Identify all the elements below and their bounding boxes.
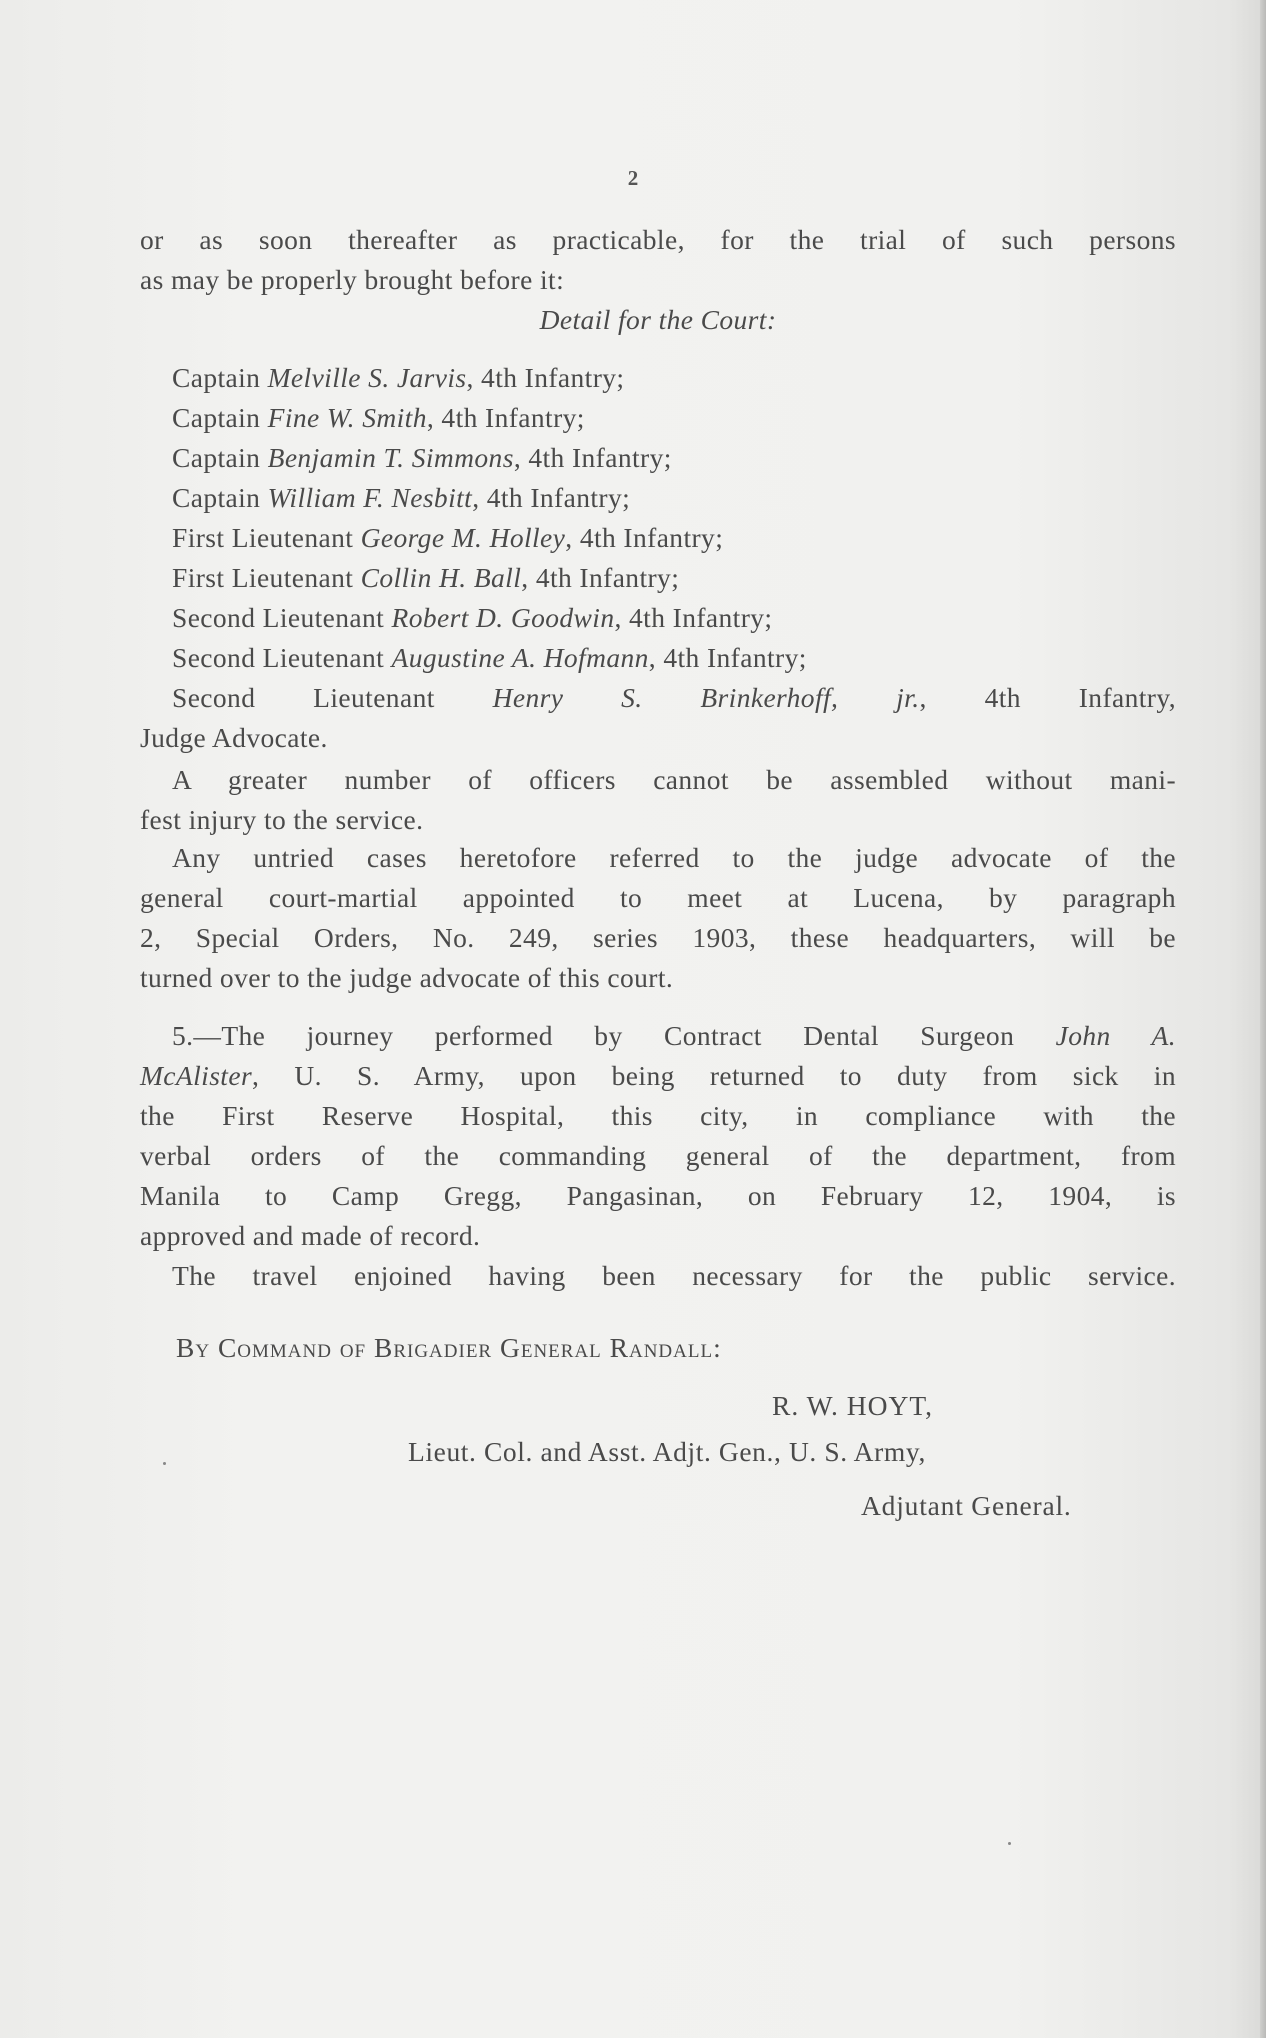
paragraph-line: Manila to Camp Gregg, Pangasinan, on February 12, 1904, is	[140, 1180, 1176, 1211]
intro-line-1: or as soon thereafter as practicable, for the trial of such persons	[140, 224, 1176, 255]
untried-cases-paragraph	[140, 838, 1176, 998]
paragraph-line: fest injury to the service.	[140, 804, 424, 835]
detail-heading: Detail for the Court:	[539, 304, 777, 335]
speck	[163, 1462, 166, 1465]
officer-entry: Captain Fine W. Smith, 4th Infantry;	[172, 402, 585, 433]
paragraph-line: A greater number of officers cannot be assembled without mani-	[172, 764, 1176, 795]
travel-line: The travel enjoined having been necessary for the public service.	[172, 1260, 1176, 1291]
officer-list	[140, 358, 1176, 758]
speck	[1008, 1842, 1011, 1845]
judge-advocate-role: Judge Advocate.	[140, 722, 328, 753]
intro-paragraph	[140, 220, 1176, 340]
paragraph-line: general court-martial appointed to meet at Lucena, by paragraph	[140, 882, 1176, 913]
page-edge	[1260, 0, 1266, 2038]
greater-number-paragraph	[140, 760, 1176, 840]
officer-entry: Second Lieutenant Augustine A. Hofmann, 4th Infantry;	[172, 642, 807, 673]
command-line: By Command of Brigadier General Randall:	[176, 1332, 722, 1363]
judge-advocate-entry: Second Lieutenant Henry S. Brinkerhoff, jr., 4th Infantry,	[172, 682, 1176, 713]
officer-entry: Second Lieutenant Robert D. Goodwin, 4th Infantry;	[172, 602, 773, 633]
paragraph-line: Any untried cases heretofore referred to the judge advocate of the	[172, 842, 1176, 873]
officer-entry: First Lieutenant Collin H. Ball, 4th Infantry;	[172, 562, 680, 593]
paragraph-line: turned over to the judge advocate of this court.	[140, 962, 674, 993]
officer-entry: Captain William F. Nesbitt, 4th Infantry;	[172, 482, 631, 513]
paragraph-line: verbal orders of the commanding general of the department, from	[140, 1140, 1176, 1171]
signature-name: R. W. HOYT,	[772, 1390, 933, 1421]
paragraph-line: McAlister, U. S. Army, upon being returned to duty from sick in	[140, 1060, 1176, 1091]
paragraph-line: 2, Special Orders, No. 249, series 1903, these headquarters, will be	[140, 922, 1176, 953]
section-5-paragraph	[140, 1016, 1176, 1296]
officer-entry: Captain Melville S. Jarvis, 4th Infantry;	[172, 362, 625, 393]
paragraph-line: approved and made of record.	[140, 1220, 481, 1251]
signature-position: Adjutant General.	[861, 1490, 1072, 1521]
signature-title: Lieut. Col. and Asst. Adjt. Gen., U. S. Army,	[408, 1436, 926, 1467]
officer-entry: Captain Benjamin T. Simmons, 4th Infantry;	[172, 442, 672, 473]
paragraph-line: the First Reserve Hospital, this city, in compliance with the	[140, 1100, 1176, 1131]
officer-entry: First Lieutenant George M. Holley, 4th Infantry;	[172, 522, 724, 553]
intro-line-2: as may be properly brought before it:	[140, 264, 565, 295]
page-number: 2	[627, 166, 639, 190]
paragraph-line: 5.—The journey performed by Contract Dental Surgeon John A.	[172, 1020, 1176, 1051]
